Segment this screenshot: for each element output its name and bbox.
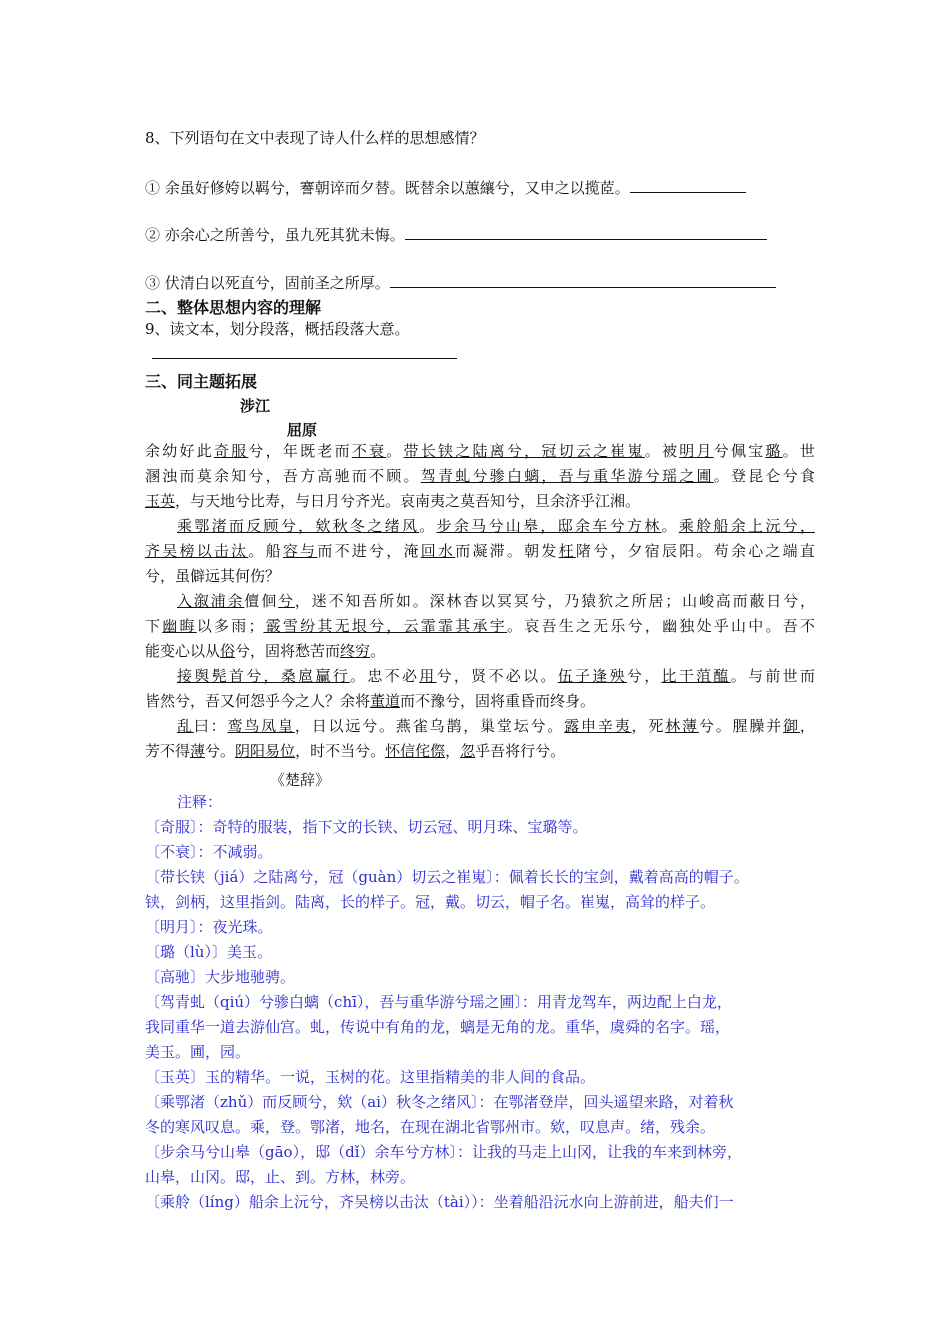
note-line: 〔驾青虬（qiú）兮骖白螭（chī），吾与重华游兮瑶之圃〕：用青龙驾车，两边配上白龙， — [145, 993, 732, 1011]
poem-line: 余幼好此奇服兮，年既老而不衰。带长铗之陆离兮，冠切云之崔嵬。被明月兮佩宝璐。世 — [145, 442, 815, 460]
answer-blank[interactable] — [405, 224, 767, 240]
poem-line: 能变心以从俗兮，固将愁苦而终穷。 — [145, 642, 386, 660]
note-line: 〔带长铗（jiá）之陆离兮，冠（guàn）切云之崔嵬〕：佩着长长的宝剑，戴着高高的帽子。 — [145, 868, 749, 886]
notes — [145, 790, 817, 1215]
notes-heading: 注释： — [177, 793, 223, 811]
section-2-heading: 二、整体思想内容的理解 — [145, 298, 322, 317]
answer-blank[interactable] — [390, 272, 776, 288]
poem-line: 兮，虽僻远其何伤？ — [145, 567, 281, 585]
note-line: 〔高驰〕大步地驰骋。 — [145, 968, 296, 986]
poem-line: 接舆髡首兮，桑扈臝行。忠不必用兮，贤不必以。伍子逢殃兮，比干菹醢。与前世而 — [177, 667, 815, 685]
note-line: 〔乘鄂渚（zhǔ）而反顾兮，欸（ai）秋冬之绪风〕：在鄂渚登岸，回头遥望来路，对着秋 — [145, 1093, 734, 1111]
note-line: 〔步余马兮山皋（gāo），邸（dǐ）余车兮方林〕：让我的马走上山冈，让我的车来到林旁， — [145, 1143, 742, 1161]
poem-title: 涉江 — [240, 397, 271, 415]
poem-line: 芳不得薄兮。阴阳易位，时不当兮。怀信侘傺，忽乎吾将行兮。 — [145, 742, 566, 760]
note-line: 〔不衰〕：不减弱。 — [145, 843, 273, 861]
question-8-item-3 — [145, 272, 776, 293]
poem-line: 皆然兮，吾又何怨乎今之人？余将董道而不豫兮，固将重昏而终身。 — [145, 692, 596, 710]
question-8: 8、下列语句在文中表现了诗人什么样的思想感情？ — [145, 129, 485, 147]
note-line: 冬的寒风叹息。乘，登。鄂渚，地名，在现在湖北省鄂州市。欸，叹息声。绪，残余。 — [145, 1118, 716, 1136]
section-3-heading: 三、同主题拓展 — [145, 372, 258, 391]
note-line: 〔明月〕：夜光珠。 — [145, 918, 273, 936]
question-8-item-1-text: ① 余虽好修姱以羁兮，謇朝谇而夕替。既替余以蕙纕兮，又申之以揽茝。 — [145, 179, 630, 197]
question-8-item-3-text: ③ 伏清白以死直兮，固前圣之所厚。 — [145, 274, 390, 292]
note-line: 〔乘舲（líng）船余上沅兮，齐吴榜以击汰（tài））：坐着船沿沅水向上游前进，船夫们一 — [145, 1193, 734, 1211]
poem-line: 玉英，与天地兮比寿，与日月兮齐光。哀南夷之莫吾知兮，旦余济乎江湘。 — [145, 492, 641, 510]
poem-line: 入溆浦余儃佪兮，迷不知吾所如。深林杳以冥冥兮，乃猿狖之所居；山峻高而蔽日兮， — [177, 592, 815, 610]
question-8-item-2 — [145, 224, 767, 245]
answer-blank[interactable] — [152, 343, 457, 359]
question-9: 9、读文本，划分段落，概括段落大意。 — [145, 320, 410, 338]
question-8-item-1 — [145, 177, 746, 198]
note-line: 美玉。圃，园。 — [145, 1043, 251, 1061]
poem-line: 乱曰：鸾鸟凤皇，日以远兮。燕雀乌鹊，巢堂坛兮。露申辛夷，死林薄兮。腥臊并御， — [177, 717, 815, 735]
note-line: 我同重华一道去游仙宫。虬，传说中有角的龙，螭是无角的龙。重华，虞舜的名字。瑶， — [145, 1018, 731, 1036]
question-8-item-2-text: ② 亦余心之所善兮，虽九死其犹未悔。 — [145, 226, 405, 244]
note-line: 〔玉英〕玉的精华。一说，玉树的花。这里指精美的非人间的食品。 — [145, 1068, 596, 1086]
poem-line: 齐吴榜以击汰。船容与而不进兮，淹回水而凝滞。朝发枉陼兮，夕宿辰阳。苟余心之端直 — [145, 542, 815, 560]
answer-blank[interactable] — [630, 177, 746, 193]
poem-source: 《楚辞》 — [270, 771, 331, 789]
poem-line: 下幽晦以多雨；霰雪纷其无垠兮，云霏霏其承宇。哀吾生之无乐兮，幽独处乎山中。吾不 — [145, 617, 815, 635]
poem-line: 溷浊而莫余知兮，吾方高驰而不顾。驾青虬兮骖白螭，吾与重华游兮瑶之圃。登昆仑兮食 — [145, 467, 815, 485]
note-line: 铗，剑柄，这里指剑。陆离，长的样子。冠，戴。切云，帽子名。崔嵬，高耸的样子。 — [145, 893, 716, 911]
poem-body — [145, 439, 815, 764]
note-line: 〔璐（lù）〕美玉。 — [145, 943, 272, 961]
poem-author: 屈原 — [287, 421, 318, 439]
note-line: 〔奇服〕：奇特的服装，指下文的长铗、切云冠、明月珠、宝璐等。 — [145, 818, 588, 836]
poem-line: 乘鄂渚而反顾兮，欸秋冬之绪风。步余马兮山皋，邸余车兮方林。乘舲船余上沅兮， — [177, 517, 815, 535]
note-line: 山皋，山冈。邸，止、到。方林，林旁。 — [145, 1168, 416, 1186]
